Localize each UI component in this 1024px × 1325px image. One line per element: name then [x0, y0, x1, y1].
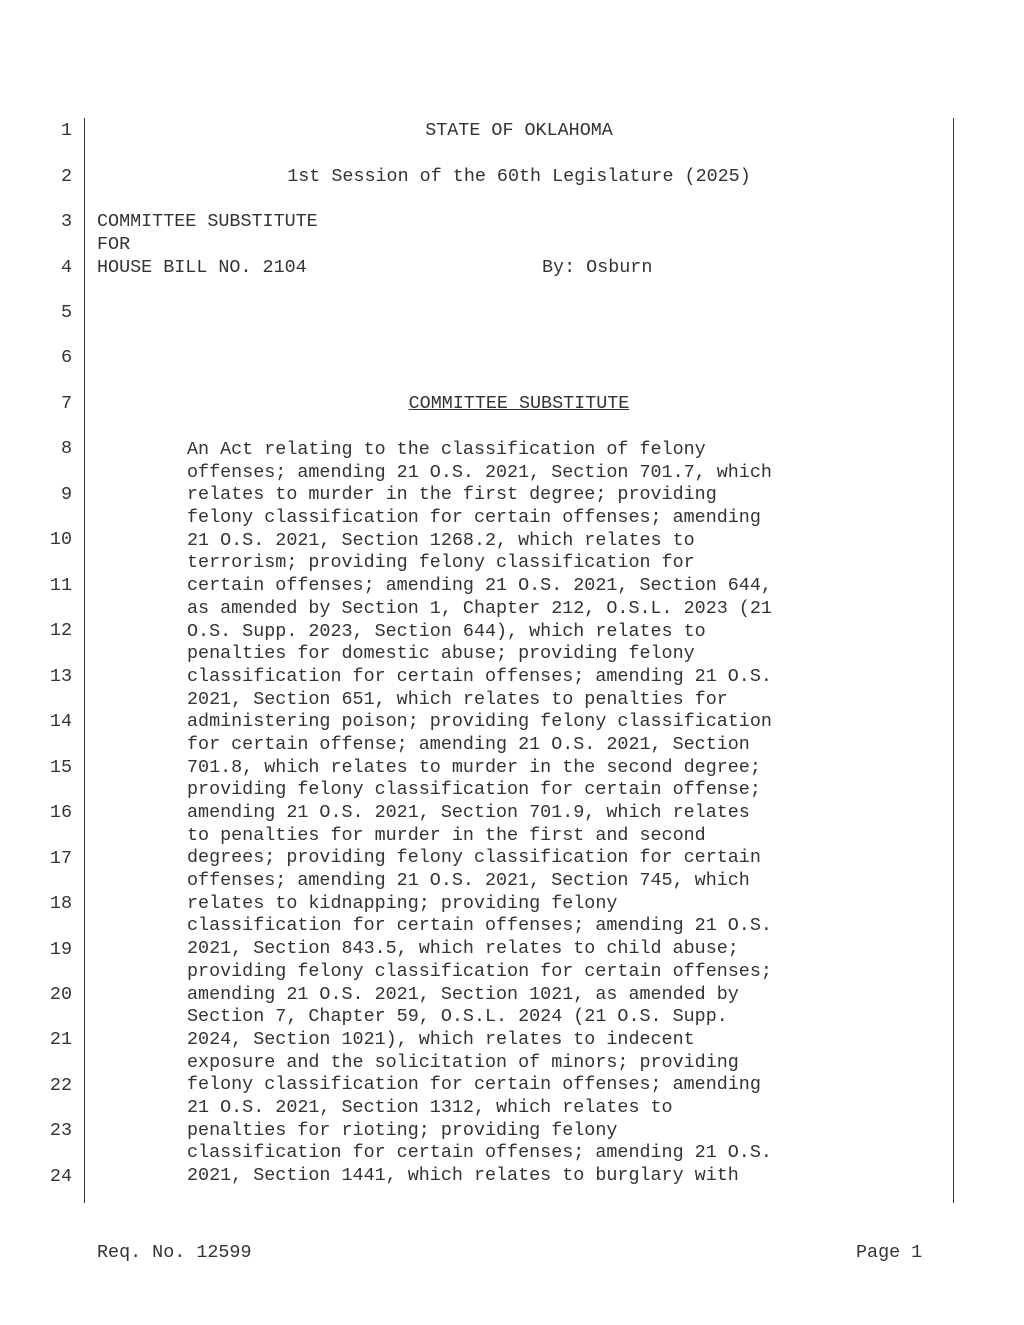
- act-text-line: felony classification for certain offenses; amending: [187, 507, 761, 529]
- line-number: 23: [49, 1120, 72, 1141]
- line-number: 13: [49, 666, 72, 687]
- line-number: 1: [60, 120, 72, 141]
- line-number: 22: [49, 1075, 72, 1096]
- act-text-line: as amended by Section 1, Chapter 212, O.S.L. 2023 (21: [187, 597, 772, 619]
- act-text-line: for certain offense; amending 21 O.S. 2021, Section: [187, 733, 750, 755]
- right-margin-rule: [953, 118, 954, 1203]
- line-number: 11: [49, 575, 72, 596]
- act-text-line: 21 O.S. 2021, Section 1312, which relates to: [187, 1096, 673, 1118]
- line-number: 7: [60, 393, 72, 414]
- line-number: 8: [60, 438, 72, 459]
- line-number: 2: [60, 166, 72, 187]
- line-number: 19: [49, 939, 72, 960]
- committee-substitute-label: COMMITTEE SUBSTITUTE: [97, 211, 318, 232]
- act-text-line: felony classification for certain offenses; amending: [187, 1074, 761, 1096]
- act-text-line: O.S. Supp. 2023, Section 644), which relates to: [187, 620, 706, 642]
- act-text-line: providing felony classification for certain offenses;: [187, 960, 772, 982]
- act-text-line: relates to murder in the first degree; providing: [187, 484, 717, 506]
- act-text-line: administering poison; providing felony classification: [187, 711, 772, 733]
- page-number: Page 1: [856, 1242, 923, 1263]
- act-text-line: 701.8, which relates to murder in the second degree;: [187, 756, 761, 778]
- session-heading: 1st Session of the 60th Legislature (2025): [287, 166, 751, 187]
- act-text-line: classification for certain offenses; amending 21 O.S.: [187, 665, 772, 687]
- line-number: 18: [49, 893, 72, 914]
- act-text-line: exposure and the solicitation of minors; providing: [187, 1051, 739, 1073]
- bill-author: By: Osburn: [542, 257, 653, 278]
- line-number: 20: [49, 984, 72, 1005]
- act-text-line: terrorism; providing felony classification for: [187, 552, 695, 574]
- line-number: 6: [60, 347, 72, 368]
- act-text-line: amending 21 O.S. 2021, Section 701.9, which relates: [187, 802, 750, 823]
- line-number: 4: [60, 257, 72, 278]
- state-heading: STATE OF OKLAHOMA: [425, 120, 613, 141]
- act-text-line: offenses; amending 21 O.S. 2021, Section 701.7, which: [187, 461, 772, 483]
- act-text-line: 2021, Section 651, which relates to penalties for: [187, 688, 728, 710]
- act-text-line: degrees; providing felony classification for certain: [187, 847, 761, 869]
- left-margin-rule: [84, 118, 85, 1203]
- act-text-line: Section 7, Chapter 59, O.S.L. 2024 (21 O.S. Supp.: [187, 1006, 728, 1028]
- line-number: 16: [49, 802, 72, 823]
- act-text-line: An Act relating to the classification of felony: [187, 439, 706, 460]
- act-text-line: penalties for domestic abuse; providing felony: [187, 643, 695, 665]
- line-number: 12: [49, 620, 72, 641]
- line-number: 21: [49, 1029, 72, 1050]
- act-text-line: penalties for rioting; providing felony: [187, 1119, 618, 1141]
- act-text-line: offenses; amending 21 O.S. 2021, Section 745, which: [187, 870, 750, 892]
- bill-number: HOUSE BILL NO. 2104: [97, 257, 307, 278]
- act-text-line: to penalties for murder in the first and second: [187, 824, 706, 846]
- act-text-line: 2024, Section 1021), which relates to indecent: [187, 1028, 695, 1050]
- act-title-paragraph: [187, 439, 772, 1188]
- act-text-line: providing felony classification for certain offense;: [187, 779, 761, 801]
- act-text-line: classification for certain offenses; amending 21 O.S.: [187, 1142, 772, 1164]
- request-number: Req. No. 12599: [97, 1242, 252, 1263]
- line-number: 24: [49, 1166, 72, 1187]
- act-text-line: 21 O.S. 2021, Section 1268.2, which relates to: [187, 529, 695, 551]
- line-number: 9: [60, 484, 72, 505]
- act-text-line: 2021, Section 1441, which relates to burglary with: [187, 1165, 739, 1186]
- line-number: 14: [49, 711, 72, 732]
- line-number: 17: [49, 848, 72, 869]
- line-number: 10: [49, 529, 72, 550]
- act-text-line: 2021, Section 843.5, which relates to child abuse;: [187, 938, 739, 960]
- act-text-line: amending 21 O.S. 2021, Section 1021, as amended by: [187, 983, 739, 1005]
- act-text-line: relates to kidnapping; providing felony: [187, 892, 618, 914]
- act-text-line: certain offenses; amending 21 O.S. 2021, Section 644,: [187, 575, 772, 597]
- section-title: COMMITTEE SUBSTITUTE: [408, 393, 630, 414]
- act-text-line: classification for certain offenses; amending 21 O.S.: [187, 915, 772, 937]
- line-number: 5: [60, 302, 72, 323]
- line-number: 3: [60, 211, 72, 232]
- for-label: FOR: [97, 234, 131, 255]
- line-number: 15: [49, 757, 72, 778]
